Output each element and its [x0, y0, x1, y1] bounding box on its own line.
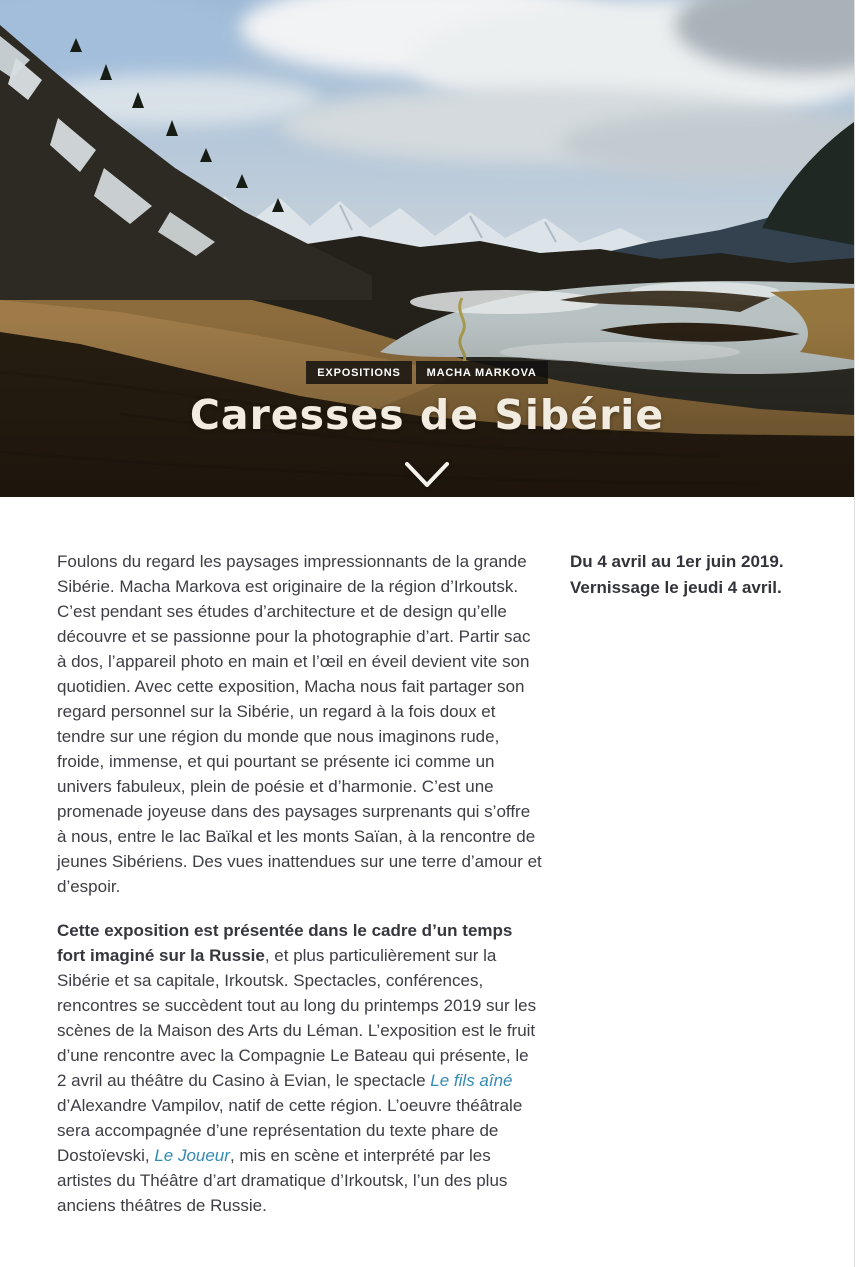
tag-expositions[interactable]: EXPOSITIONS: [306, 361, 411, 384]
paragraph-text: , et plus particulièrement sur la Sibérie et sa capitale, Irkoutsk. Spectacles, conférences, rencontres se succèdent tout au long du printemps 2019 sur les scènes de la Maison des Arts du Léman. L’exposition est le fruit d’une rencontre avec la Compagnie Le Bateau qui présente, le 2 avril au théâtre du Casino à Evian, le spectacle: [57, 946, 537, 1090]
tag-macha-markova[interactable]: MACHA MARKOVA: [416, 361, 548, 384]
hero-header: [0, 0, 854, 497]
paragraph-text: d’Alexandre Vampilov, natif de cette région. L’oeuvre théâtrale sera accompagnée d’une représentation du texte phare de Dostoïevski,: [57, 1096, 523, 1165]
event-date-range: Du 4 avril au 1er juin 2019.: [570, 552, 784, 571]
breadcrumb-tags: [306, 361, 547, 384]
paragraph-context: [57, 918, 542, 1218]
event-dates: [570, 549, 805, 601]
paragraph-bold-lead: Cette exposition est présentée dans le cadre d’un temps fort imaginé sur la Russie: [57, 921, 513, 965]
article-body: [57, 549, 542, 1237]
main-content: [0, 497, 854, 1267]
paragraph-intro: Foulons du regard les paysages impressionnants de la grande Sibérie. Macha Markova est originaire de la région d’Irkoutsk. C’est pendant ses études d’architecture et de design qu’elle découvre et se passionne pour la photographie d’art. Partir sac à dos, l’appareil photo en main et l’œil en éveil devient vite son quotidien. Avec cette exposition, Macha nous fait partager son regard personnel sur la Sibérie, un regard à la fois doux et tendre sur une région du monde que nous imaginons rude, froide, immense, et qui pourtant se présente ici comme un univers fabuleux, plein de poésie et d’harmonie. C’est une promenade joyeuse dans des paysages surprenants qui s’offre à nous, entre le lac Baïkal et les monts Saïan, à la rencontre de jeunes Sibériens. Des vues inattendues sur une terre d’amour et d’espoir.: [57, 552, 542, 896]
chevron-down-icon: [404, 461, 450, 491]
scroll-down-button[interactable]: [404, 461, 450, 491]
page-title: Caresses de Sibérie: [189, 391, 665, 439]
hero-content: [0, 361, 854, 497]
link-le-fils-aine[interactable]: Le fils aîné: [430, 1071, 513, 1090]
paragraph-text: , mis en scène et interprété par les artistes du Théâtre d’art dramatique d’Irkoutsk, l’un des plus anciens théâtres de Russie.: [57, 1146, 508, 1215]
link-le-joueur[interactable]: Le Joueur: [154, 1146, 230, 1165]
event-vernissage: Vernissage le jeudi 4 avril.: [570, 578, 782, 597]
